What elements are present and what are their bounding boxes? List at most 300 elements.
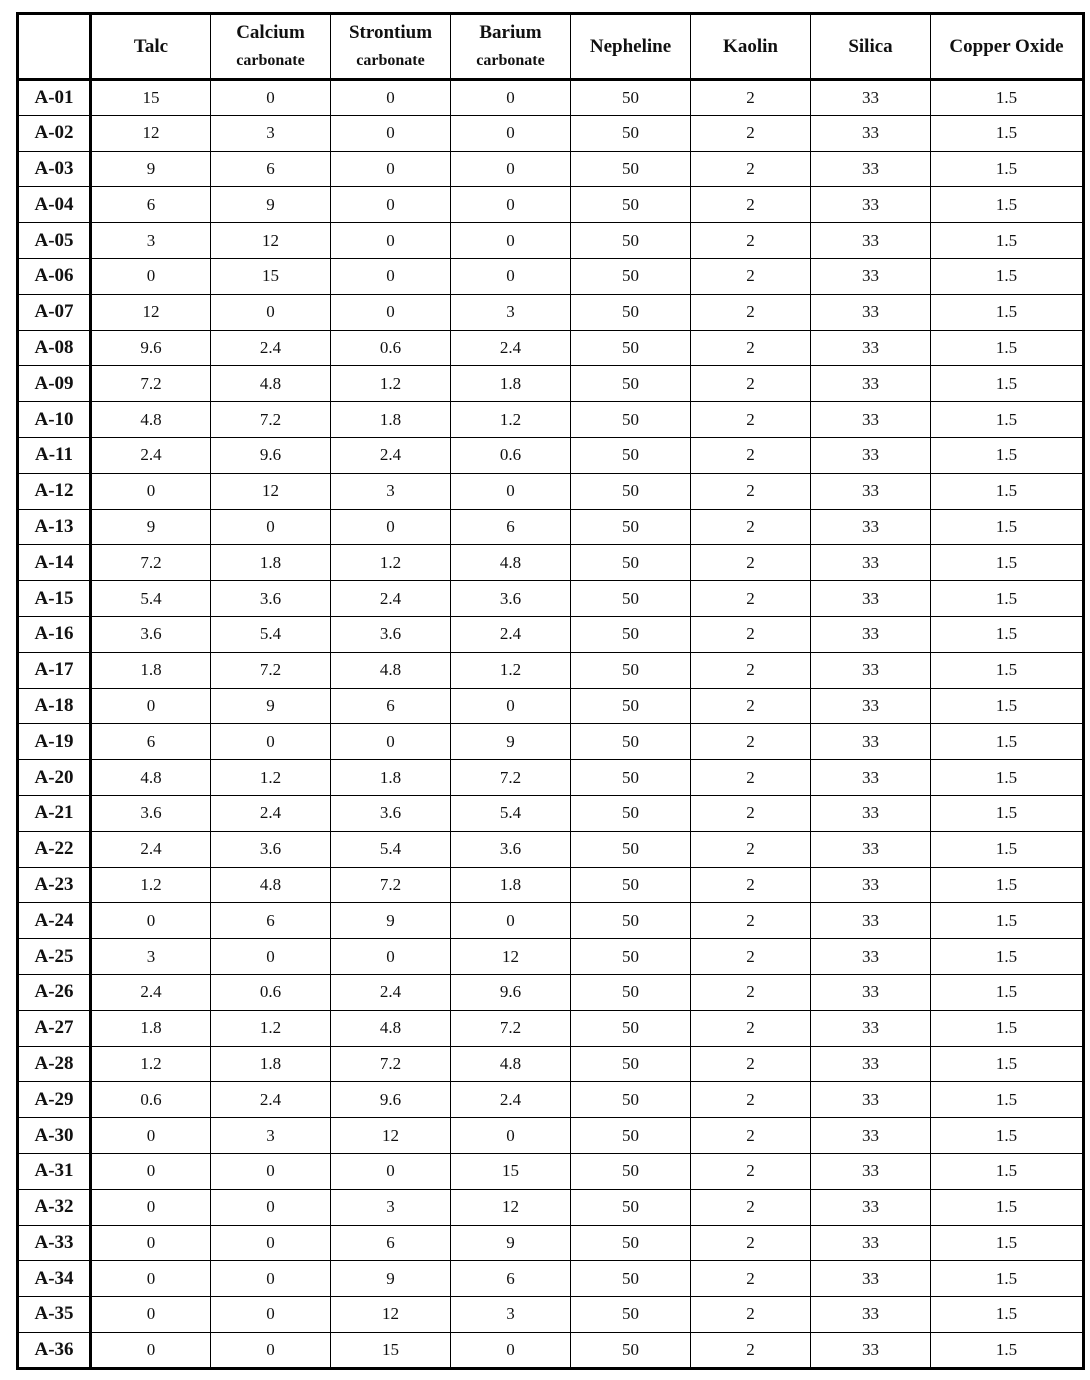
table-cell: 50 [571, 795, 691, 831]
table-cell: 0.6 [211, 974, 331, 1010]
table-cell: 7.2 [331, 867, 451, 903]
table-cell: 50 [571, 402, 691, 438]
table-cell: 50 [571, 437, 691, 473]
table-cell: 0 [331, 294, 451, 330]
table-row [18, 1297, 1084, 1333]
table-cell: 3.6 [331, 795, 451, 831]
table-cell: 33 [811, 688, 931, 724]
table-cell: 0 [451, 80, 571, 116]
table-cell: 5.4 [211, 616, 331, 652]
table-cell: 0 [451, 473, 571, 509]
table-cell: 0 [451, 223, 571, 259]
table-row [18, 795, 1084, 831]
table-cell: 50 [571, 330, 691, 366]
table-cell: 9 [91, 509, 211, 545]
table-row [18, 115, 1084, 151]
column-header [571, 14, 691, 80]
table-cell: 3 [451, 1297, 571, 1333]
table-cell: 33 [811, 903, 931, 939]
table-cell: 0.6 [451, 437, 571, 473]
table-cell: 50 [571, 115, 691, 151]
column-header-sublabel: carbonate [236, 51, 305, 69]
column-header [811, 14, 931, 80]
table-cell: 3 [211, 115, 331, 151]
table-cell: 15 [451, 1153, 571, 1189]
table-cell: 1.5 [931, 1010, 1084, 1046]
table-cell: 7.2 [451, 1010, 571, 1046]
table-cell: 1.5 [931, 1153, 1084, 1189]
table-cell: 2 [691, 1189, 811, 1225]
row-label: A-02 [18, 115, 91, 151]
table-cell: 1.2 [211, 1010, 331, 1046]
table-cell: 50 [571, 509, 691, 545]
table-cell: 2.4 [211, 330, 331, 366]
table-cell: 0 [451, 258, 571, 294]
table-cell: 1.2 [91, 1046, 211, 1082]
table-cell: 50 [571, 652, 691, 688]
table-row [18, 974, 1084, 1010]
table-cell: 2.4 [331, 974, 451, 1010]
table-cell: 33 [811, 545, 931, 581]
table-cell: 3 [211, 1118, 331, 1154]
table-cell: 0 [211, 1189, 331, 1225]
table-cell: 4.8 [451, 1046, 571, 1082]
table-cell: 6 [91, 724, 211, 760]
table-cell: 1.5 [931, 652, 1084, 688]
table-cell: 33 [811, 402, 931, 438]
table-cell: 33 [811, 115, 931, 151]
table-cell: 0 [451, 115, 571, 151]
table-cell: 1.5 [931, 223, 1084, 259]
table-cell: 33 [811, 760, 931, 796]
table-cell: 2 [691, 366, 811, 402]
table-cell: 5.4 [451, 795, 571, 831]
table-cell: 33 [811, 1261, 931, 1297]
table-cell: 9.6 [451, 974, 571, 1010]
table-row [18, 545, 1084, 581]
column-header-label: Barium [479, 21, 542, 43]
table-cell: 1.8 [331, 402, 451, 438]
table-cell: 6 [211, 151, 331, 187]
table-cell: 0 [211, 1153, 331, 1189]
table-cell: 33 [811, 1332, 931, 1368]
column-header-label: Talc [133, 35, 169, 57]
table-cell: 6 [331, 1225, 451, 1261]
table-cell: 0 [211, 1225, 331, 1261]
table-row [18, 366, 1084, 402]
table-cell: 33 [811, 831, 931, 867]
glaze-recipe-table [16, 12, 1085, 1370]
table-cell: 2 [691, 187, 811, 223]
table-cell: 50 [571, 258, 691, 294]
column-header-label: Strontium [348, 21, 433, 43]
table-cell: 50 [571, 1153, 691, 1189]
table-row [18, 258, 1084, 294]
table-cell: 50 [571, 1261, 691, 1297]
table-cell: 0 [451, 1332, 571, 1368]
row-label: A-04 [18, 187, 91, 223]
table-cell: 50 [571, 1046, 691, 1082]
table-cell: 2 [691, 258, 811, 294]
table-cell: 6 [91, 187, 211, 223]
table-cell: 2.4 [331, 437, 451, 473]
column-header [91, 14, 211, 80]
table-cell: 50 [571, 1010, 691, 1046]
table-cell: 1.5 [931, 1225, 1084, 1261]
table-cell: 33 [811, 294, 931, 330]
table-row [18, 939, 1084, 975]
table-cell: 33 [811, 867, 931, 903]
table-cell: 33 [811, 473, 931, 509]
table-row [18, 831, 1084, 867]
table-cell: 50 [571, 939, 691, 975]
table-cell: 1.5 [931, 1261, 1084, 1297]
table-cell: 33 [811, 652, 931, 688]
table-row [18, 294, 1084, 330]
table-cell: 4.8 [91, 402, 211, 438]
table-row [18, 437, 1084, 473]
table-cell: 2 [691, 115, 811, 151]
table-cell: 3 [331, 1189, 451, 1225]
table-cell: 2 [691, 1082, 811, 1118]
table-row [18, 80, 1084, 116]
table-cell: 2 [691, 80, 811, 116]
table-cell: 0 [91, 258, 211, 294]
table-row [18, 867, 1084, 903]
table-cell: 1.5 [931, 330, 1084, 366]
table-row [18, 688, 1084, 724]
table-row [18, 1118, 1084, 1154]
table-cell: 0 [451, 187, 571, 223]
table-cell: 2.4 [211, 1082, 331, 1118]
table-cell: 0.6 [91, 1082, 211, 1118]
table-cell: 0 [331, 151, 451, 187]
table-cell: 33 [811, 223, 931, 259]
table-cell: 1.5 [931, 509, 1084, 545]
column-header [931, 14, 1084, 80]
column-header [691, 14, 811, 80]
table-cell: 2 [691, 867, 811, 903]
table-cell: 33 [811, 151, 931, 187]
table-body [18, 80, 1084, 1369]
row-label: A-33 [18, 1225, 91, 1261]
table-cell: 50 [571, 223, 691, 259]
table-cell: 1.8 [451, 867, 571, 903]
table-cell: 3.6 [451, 831, 571, 867]
table-cell: 9 [451, 724, 571, 760]
table-cell: 1.2 [451, 652, 571, 688]
table-cell: 12 [331, 1297, 451, 1333]
table-cell: 9 [91, 151, 211, 187]
table-cell: 9.6 [211, 437, 331, 473]
table-cell: 0 [331, 939, 451, 975]
table-cell: 2 [691, 1297, 811, 1333]
table-cell: 3.6 [211, 581, 331, 617]
row-label: A-19 [18, 724, 91, 760]
row-label: A-01 [18, 80, 91, 116]
row-label: A-13 [18, 509, 91, 545]
table-cell: 0 [91, 1332, 211, 1368]
table-cell: 1.5 [931, 616, 1084, 652]
table-cell: 1.2 [331, 545, 451, 581]
table-cell: 2 [691, 831, 811, 867]
table-cell: 50 [571, 473, 691, 509]
table-row [18, 223, 1084, 259]
row-label: A-18 [18, 688, 91, 724]
table-row [18, 1225, 1084, 1261]
table-cell: 2.4 [211, 795, 331, 831]
table-cell: 0 [91, 688, 211, 724]
table-cell: 7.2 [211, 652, 331, 688]
row-label: A-36 [18, 1332, 91, 1368]
table-cell: 2 [691, 1153, 811, 1189]
table-cell: 1.5 [931, 366, 1084, 402]
row-label: A-17 [18, 652, 91, 688]
table-cell: 7.2 [331, 1046, 451, 1082]
table-cell: 9 [451, 1225, 571, 1261]
table-row [18, 760, 1084, 796]
row-label: A-23 [18, 867, 91, 903]
table-row [18, 473, 1084, 509]
table-cell: 1.8 [211, 545, 331, 581]
table-cell: 33 [811, 437, 931, 473]
table-cell: 15 [91, 80, 211, 116]
table-cell: 12 [451, 1189, 571, 1225]
row-label: A-05 [18, 223, 91, 259]
table-row [18, 330, 1084, 366]
row-label: A-28 [18, 1046, 91, 1082]
table-cell: 50 [571, 1189, 691, 1225]
table-cell: 1.8 [331, 760, 451, 796]
table-cell: 2 [691, 437, 811, 473]
table-cell: 4.8 [451, 545, 571, 581]
table-cell: 0 [91, 1189, 211, 1225]
table-cell: 33 [811, 1082, 931, 1118]
table-row [18, 1332, 1084, 1368]
table-cell: 15 [331, 1332, 451, 1368]
table-cell: 50 [571, 974, 691, 1010]
table-cell: 2 [691, 1261, 811, 1297]
table-row [18, 1261, 1084, 1297]
table-cell: 1.5 [931, 831, 1084, 867]
row-label: A-31 [18, 1153, 91, 1189]
table-cell: 50 [571, 616, 691, 652]
row-label: A-15 [18, 581, 91, 617]
table-cell: 1.5 [931, 115, 1084, 151]
table-cell: 2 [691, 616, 811, 652]
table-cell: 2.4 [91, 831, 211, 867]
table-cell: 33 [811, 974, 931, 1010]
column-header [211, 14, 331, 80]
table-cell: 33 [811, 330, 931, 366]
table-cell: 2.4 [451, 330, 571, 366]
table-cell: 1.8 [91, 652, 211, 688]
row-label: A-03 [18, 151, 91, 187]
table-cell: 1.2 [451, 402, 571, 438]
table-cell: 3 [451, 294, 571, 330]
table-cell: 7.2 [91, 545, 211, 581]
table-cell: 33 [811, 581, 931, 617]
row-label: A-16 [18, 616, 91, 652]
header-row [18, 14, 1084, 80]
table-cell: 6 [451, 509, 571, 545]
table-cell: 2 [691, 688, 811, 724]
table-cell: 1.5 [931, 187, 1084, 223]
table-cell: 2 [691, 939, 811, 975]
recipe-table-container [16, 12, 1085, 1370]
row-label: A-30 [18, 1118, 91, 1154]
table-cell: 2 [691, 1332, 811, 1368]
table-cell: 50 [571, 903, 691, 939]
table-cell: 0 [451, 151, 571, 187]
column-header-label: Kaolin [723, 35, 778, 57]
row-label: A-09 [18, 366, 91, 402]
row-label: A-14 [18, 545, 91, 581]
table-row [18, 151, 1084, 187]
table-cell: 2 [691, 509, 811, 545]
table-cell: 9 [211, 187, 331, 223]
table-cell: 0 [211, 80, 331, 116]
table-cell: 50 [571, 688, 691, 724]
table-cell: 2 [691, 1046, 811, 1082]
table-cell: 0 [331, 1153, 451, 1189]
table-cell: 1.5 [931, 760, 1084, 796]
table-cell: 3.6 [91, 616, 211, 652]
table-cell: 33 [811, 724, 931, 760]
table-cell: 50 [571, 545, 691, 581]
table-cell: 0 [211, 294, 331, 330]
table-cell: 0 [91, 1225, 211, 1261]
table-cell: 1.5 [931, 1046, 1084, 1082]
table-cell: 3 [91, 223, 211, 259]
row-label: A-07 [18, 294, 91, 330]
table-cell: 0 [331, 223, 451, 259]
table-cell: 1.5 [931, 795, 1084, 831]
table-cell: 1.5 [931, 903, 1084, 939]
table-cell: 12 [331, 1118, 451, 1154]
table-cell: 33 [811, 1189, 931, 1225]
table-cell: 33 [811, 795, 931, 831]
row-label: A-10 [18, 402, 91, 438]
table-cell: 1.5 [931, 437, 1084, 473]
table-cell: 12 [211, 223, 331, 259]
table-cell: 33 [811, 616, 931, 652]
table-cell: 1.8 [91, 1010, 211, 1046]
header-corner-cell [18, 14, 91, 80]
table-cell: 2 [691, 1225, 811, 1261]
table-cell: 1.5 [931, 974, 1084, 1010]
row-label: A-34 [18, 1261, 91, 1297]
table-cell: 1.5 [931, 80, 1084, 116]
table-cell: 2 [691, 974, 811, 1010]
table-cell: 4.8 [331, 652, 451, 688]
table-cell: 2.4 [451, 1082, 571, 1118]
table-cell: 5.4 [331, 831, 451, 867]
table-row [18, 1189, 1084, 1225]
table-cell: 2 [691, 402, 811, 438]
table-cell: 50 [571, 151, 691, 187]
table-cell: 0 [451, 1118, 571, 1154]
table-cell: 3 [91, 939, 211, 975]
table-cell: 1.5 [931, 724, 1084, 760]
table-cell: 33 [811, 258, 931, 294]
table-cell: 2 [691, 724, 811, 760]
table-cell: 33 [811, 1297, 931, 1333]
column-header-label: Calcium [236, 21, 305, 43]
table-cell: 0 [331, 509, 451, 545]
table-cell: 6 [451, 1261, 571, 1297]
table-cell: 0 [91, 1297, 211, 1333]
table-cell: 50 [571, 1082, 691, 1118]
table-row [18, 509, 1084, 545]
table-cell: 50 [571, 80, 691, 116]
table-cell: 9 [331, 903, 451, 939]
row-label: A-06 [18, 258, 91, 294]
table-cell: 12 [91, 115, 211, 151]
table-cell: 9 [211, 688, 331, 724]
table-row [18, 724, 1084, 760]
table-header [18, 14, 1084, 80]
table-cell: 0 [211, 509, 331, 545]
table-cell: 50 [571, 831, 691, 867]
table-cell: 4.8 [91, 760, 211, 796]
row-label: A-20 [18, 760, 91, 796]
table-cell: 33 [811, 939, 931, 975]
table-cell: 0.6 [331, 330, 451, 366]
column-header-sublabel: carbonate [356, 51, 425, 69]
table-cell: 50 [571, 1332, 691, 1368]
table-cell: 0 [331, 187, 451, 223]
table-cell: 2.4 [91, 974, 211, 1010]
table-cell: 33 [811, 1225, 931, 1261]
row-label: A-26 [18, 974, 91, 1010]
table-cell: 1.5 [931, 402, 1084, 438]
table-cell: 0 [211, 724, 331, 760]
table-cell: 1.8 [451, 366, 571, 402]
row-label: A-29 [18, 1082, 91, 1118]
table-cell: 1.5 [931, 1082, 1084, 1118]
table-cell: 2 [691, 151, 811, 187]
table-cell: 1.5 [931, 545, 1084, 581]
table-cell: 2 [691, 1118, 811, 1154]
table-cell: 2.4 [331, 581, 451, 617]
table-cell: 33 [811, 187, 931, 223]
table-cell: 50 [571, 867, 691, 903]
row-label: A-27 [18, 1010, 91, 1046]
table-row [18, 402, 1084, 438]
table-cell: 2 [691, 795, 811, 831]
table-cell: 3.6 [451, 581, 571, 617]
table-cell: 2 [691, 581, 811, 617]
table-row [18, 652, 1084, 688]
table-cell: 33 [811, 1153, 931, 1189]
table-cell: 33 [811, 80, 931, 116]
table-cell: 7.2 [91, 366, 211, 402]
table-cell: 1.5 [931, 1189, 1084, 1225]
table-row [18, 1082, 1084, 1118]
table-cell: 2.4 [451, 616, 571, 652]
table-cell: 33 [811, 366, 931, 402]
table-cell: 12 [91, 294, 211, 330]
table-cell: 50 [571, 1297, 691, 1333]
table-cell: 9.6 [91, 330, 211, 366]
table-cell: 2 [691, 330, 811, 366]
row-label: A-25 [18, 939, 91, 975]
table-cell: 0 [211, 1297, 331, 1333]
table-row [18, 903, 1084, 939]
table-cell: 1.5 [931, 1332, 1084, 1368]
table-cell: 2.4 [91, 437, 211, 473]
